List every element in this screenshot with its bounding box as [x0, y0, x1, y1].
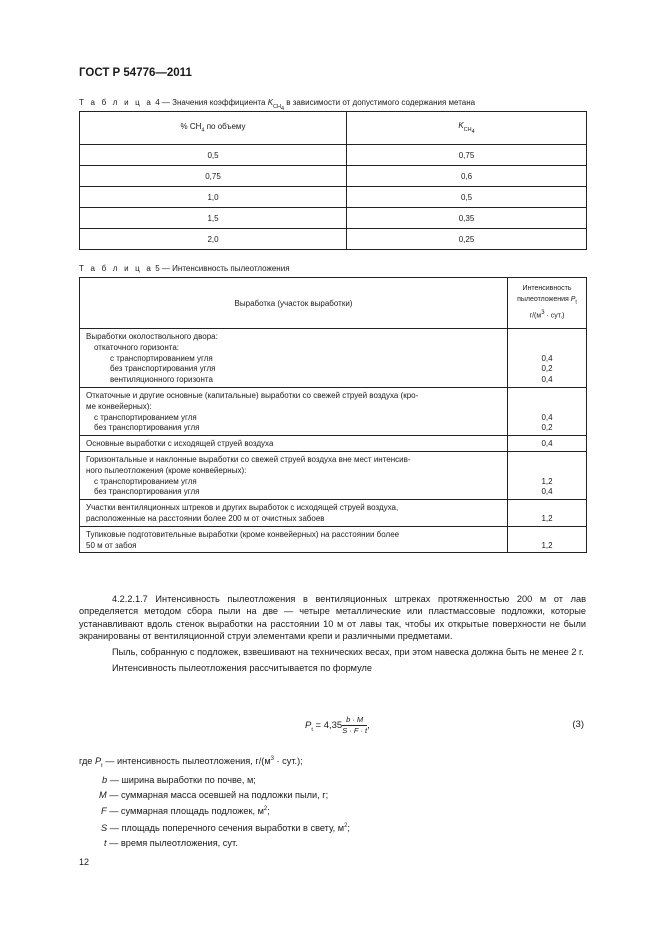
table-row: 1,5 0,35 — [80, 208, 587, 229]
table4-caption: Т а б л и ц а 4 — Значения коэффициента $K_{CH_4}$ в зависимости от допустимого содержания метана — [79, 98, 476, 112]
table5-caption: Т а б л и ц а 5 — Интенсивность пылеотложения — [79, 264, 290, 273]
document-code: ГОСТ Р 54776—2011 — [79, 67, 192, 79]
table4 — [79, 111, 587, 250]
table-row: 1,0 0,5 — [80, 187, 587, 208]
definition-m: M — суммарная масса осевшей на подложки пыли, г; — [99, 789, 329, 800]
table5 — [79, 277, 587, 553]
definition-pt: где $P_t$ — интенсивность пылеотложения, $г/(м^3 \cdot сут.)$; — [79, 756, 303, 769]
page-number: 12 — [79, 857, 90, 867]
table-row: Тупиковые подготовительные выработки (кроме конвейерных) на расстоянии более 50 м от забоя 1,2 — [80, 526, 587, 553]
definition-s: S — площадь поперечного сечения выработки в свету, $м^2$; — [101, 822, 350, 834]
table-row: Горизонтальные и наклонные выработки со свежей струей воздуха вне мест интенсив- ного пылеотложения (кроме конвейерных): с транспортированием угля без транспортирования угля 1,2 0,4 — [80, 451, 587, 499]
definition-t: t — время пылеотложения, сут. — [104, 837, 238, 848]
formula-number: (3) — [572, 719, 584, 730]
paragraph-weighing: Пыль, собранную с подложек, взвешивают на технических весах, при этом навеска должна быть не менее 2 г. — [112, 647, 584, 658]
table-row: Откаточные и другие основные (капитальные) выработки со свежей струей воздуха (кро- ме конвейерных): с транспортированием угля без транспортирования угля 0,4 0,2 — [80, 387, 587, 435]
definition-b: b — ширина выработки по почве, м; — [102, 775, 256, 786]
table4-header-k: $K_{CH_4}$ — [347, 112, 587, 145]
table-row: 0,75 0,6 — [80, 166, 587, 187]
table-row: 2,0 0,25 — [80, 229, 587, 250]
table-row: Участки вентиляционных штреков и других выработок с исходящей струей воздуха, расположенные на расстоянии более 200 м от очистных забоев 1,2 — [80, 500, 587, 527]
formula-3: $P_t = 4,35$ $\frac{b \cdot M}{S \cdot F \cdot t}$ , (3) — [305, 715, 584, 735]
definitions-list — [79, 752, 350, 850]
table5-header-intensity: Интенсивность пылеотложения $P_t$ $г/(м^3 \cdot сут.)$ — [508, 278, 587, 329]
paragraph-formula-intro: Интенсивность пылеотложения рассчитывается по формуле — [112, 663, 372, 674]
paragraph-4-2-2-1-7: 4.2.2.1.7 Интенсивность пылеотложения в вентиляционных штреках протяженностью 200 м от лав определяется методом сбора пыли на две — четыре металлические или пластмассовые подложки, которые устанавливают вдоль стенок выработки на расстоянии 10 м от лавы так, чтобы их открытые поверхности не были экранированы от вентиляционной струи элементами крепи и различными предметами. — [79, 594, 586, 641]
table5-header-workings: Выработка (участок выработки) — [80, 278, 508, 329]
table-row: 0,5 0,75 — [80, 145, 587, 166]
table4-header-percent: % $CH_4$ по объему — [80, 112, 347, 145]
table-row: Основные выработки с исходящей струей воздуха 0,4 — [80, 436, 587, 452]
formula-fraction: $\frac{b \cdot M}{S \cdot F \cdot t}$ — [342, 715, 368, 735]
body-text — [79, 593, 586, 679]
table-row: Выработки околоствольного двора: откаточного горизонта: с транспортированием угля без транспортирования угля вентиляционного горизонта 0,4 0,2 0,4 — [80, 329, 587, 388]
definition-f: F — суммарная площадь подложек, $м^2$; — [101, 806, 270, 817]
